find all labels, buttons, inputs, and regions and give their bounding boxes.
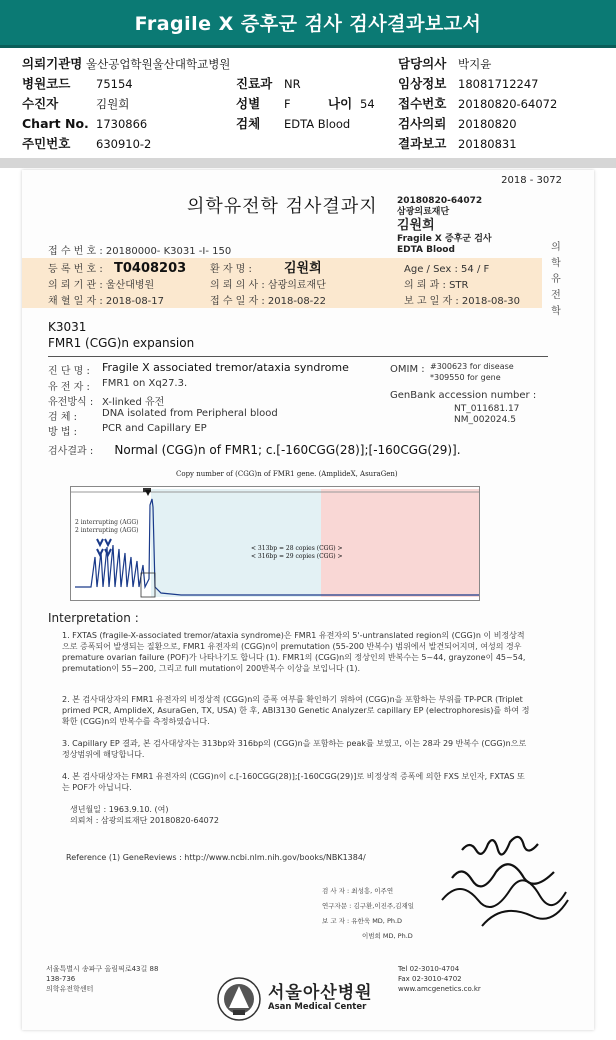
interrupt-label: 2 interrupting (AGG) <box>75 519 139 526</box>
report-date: 보 고 일 자 : 2018-08-30 <box>404 296 521 307</box>
summary-value: 울산공업학원울산대학교병원 <box>86 57 231 71</box>
stamp-line: 삼광의료재단 <box>397 207 450 217</box>
summary-value: 75154 <box>96 77 133 91</box>
summary-label: 진료과 <box>236 76 273 91</box>
asan-emblem-icon <box>216 976 262 1022</box>
logo-english: Asan Medical Center <box>268 1002 367 1012</box>
gene-label: 유 전 자 : <box>48 382 90 393</box>
address-line: 138-736 <box>46 975 76 983</box>
chart-caption: Copy number of (CGG)n of FMR1 gene. (AmplideX, AsuraGen) <box>176 470 398 478</box>
address-line: 의학유전학센터 <box>46 985 94 993</box>
summary-value: NR <box>284 77 301 91</box>
received-date: 접 수 일 자 : 2018-08-22 <box>210 296 327 307</box>
interpretation-paragraph: 1. FXTAS (fragile-X-associated tremor/ataxia syndrome)은 FMR1 유전자의 5'-untranslated region의 (CGG)n 이 비정상적으로 증폭되어 발생되는 질환으로, FMR1 유전자의 (CGG)n이 premutation (55-200 반복수) 범위에서 발견되어지며, 여성의 경우 premature ovarian failure (POF)가 나타나기도 합니다 (1). FMR1의 (CGG)n의 정상인의 반복수는 5~44, grayzone이 45~54, premutation이 55~200, 그리고 full mutation이 200반복수 이상을 보입니다 (1). <box>62 631 526 673</box>
institution-row <box>48 278 548 294</box>
patient-name: 김원희 <box>284 261 322 276</box>
side-char: 유 <box>551 274 561 285</box>
patient-label: 환 자 명 : <box>210 264 252 275</box>
stamp-line: Fragile X 증후군 검사 <box>397 234 492 244</box>
test-code: K3031 <box>48 320 87 334</box>
logo-korean: 서울아산병원 <box>268 983 373 1003</box>
section-divider <box>48 356 548 357</box>
address-line: 서울특별시 송파구 올림픽로43길 88 <box>46 965 159 973</box>
test-name: FMR1 (CGG)n expansion <box>48 336 195 350</box>
summary-value: F <box>284 97 291 111</box>
stamp-name: 김원희 <box>397 218 435 233</box>
birth-date: 생년월일 : 1963.9.10. (여) <box>70 805 169 814</box>
genbank-label: GenBank accession number : <box>390 390 537 401</box>
omim-disease: #300623 for disease <box>430 362 514 371</box>
specimen-value: DNA isolated from Peripheral blood <box>102 408 278 419</box>
inheritance-label: 유전방식 : <box>48 397 94 408</box>
signature-image <box>422 830 572 940</box>
collection-date: 채 혈 일 자 : 2018-08-17 <box>48 296 165 307</box>
inheritance-value: X-linked 유전 <box>102 397 165 408</box>
chart-frame <box>70 486 480 601</box>
reporter: 보 고 자 : 유한욱 MD, Ph.D <box>322 917 403 925</box>
summary-value: 20180820-64072 <box>458 97 558 111</box>
website: www.amcgenetics.co.kr <box>398 985 481 993</box>
summary-label: 성별 <box>236 96 261 111</box>
age-label: 나이 <box>328 96 353 111</box>
specimen-label: 검 체 : <box>48 412 78 423</box>
side-char: 학 <box>551 306 561 317</box>
department: 의 뢰 과 : STR <box>404 280 469 291</box>
copy-number-line: < 313bp = 28 copies (CGG) > <box>251 545 343 552</box>
summary-value: 630910-2 <box>96 137 152 151</box>
summary-label: 접수번호 <box>398 96 447 111</box>
side-char: 학 <box>551 258 561 269</box>
fax: Fax 02-3010-4702 <box>398 975 462 983</box>
diagnosis-text: Fragile X associated tremor/ataxia syndrome <box>102 361 349 374</box>
summary-value: 20180831 <box>458 137 517 151</box>
telephone: Tel 02-3010-4704 <box>398 965 460 973</box>
requester: 의뢰처 : 삼광의료재단 20180820-64072 <box>70 816 219 825</box>
reference: Reference (1) GeneReviews : http://www.ncbi.nlm.nih.gov/books/NBK1384/ <box>66 853 366 862</box>
summary-row <box>22 134 602 154</box>
summary-value: 김원희 <box>96 97 130 111</box>
result-label: 검사결과 : <box>48 446 94 457</box>
summary-label: 결과보고 <box>398 136 447 151</box>
summary-label: Chart No. <box>22 116 89 131</box>
result-line <box>48 442 461 457</box>
summary-row <box>22 54 602 74</box>
reg-number: T0408203 <box>114 261 187 276</box>
summary-row <box>22 114 602 134</box>
gene-value: FMR1 on Xq27.3. <box>102 378 188 389</box>
reg-label: 등 록 번 호 : <box>48 264 103 275</box>
copy-number-line: < 316bp = 29 copies (CGG) > <box>251 553 343 560</box>
interpretation-paragraph: 4. 본 검사대상자는 FMR1 유전자의 (CGG)n이 c.[-160CGG(28)];[-160CGG(29)]로 비정상적 증폭에 의한 FXS 보인자, FXTAS 또는 POF가 아닙니다. <box>62 772 525 792</box>
requesting-doctor: 의 뢰 의 사 : 삼광의료재단 <box>210 280 326 291</box>
summary-value: 1730866 <box>96 117 148 131</box>
summary-label: 검사의뢰 <box>398 116 447 131</box>
summary-label: 임상정보 <box>398 76 447 91</box>
signatories <box>322 884 414 944</box>
omim-label: OMIM : <box>390 364 425 375</box>
peak-trace <box>71 487 480 601</box>
side-char: 전 <box>551 290 561 301</box>
report-header <box>0 0 616 48</box>
divider-band <box>0 158 616 168</box>
patient-row <box>48 262 548 278</box>
age-value: 54 <box>360 97 375 111</box>
interpretation-paragraph: 2. 본 검사대상자의 FMR1 유전자의 비정상적 (CGG)n의 증폭 여부를 확인하기 위하여 (CGG)n을 포함하는 부위를 TP-PCR (Triplet primed PCR, AmplideX, AsuraGen, TX, USA) 한 후, ABI3130 Genetic Analyzer로 capillary EP (electrophoresis)를 하여 정확한 (CGG)n의 반복수를 측정하였습니다. <box>62 695 530 726</box>
stamp-line: 20180820-64072 <box>397 196 483 206</box>
stamp-line: EDTA Blood <box>397 245 455 255</box>
result-value: Normal (CGG)n of FMR1; c.[-160CGG(28)];[-160CGG(29)]. <box>114 443 461 457</box>
dates-row <box>48 294 548 310</box>
tester: 검 사 자 : 최성흥, 이주연 <box>322 887 394 895</box>
summary-value: 18081712247 <box>458 77 539 91</box>
document-number: 2018 - 3072 <box>501 175 562 186</box>
copy-numbers <box>251 545 343 561</box>
summary-value: 20180820 <box>458 117 517 131</box>
method-value: PCR and Capillary EP <box>102 423 207 434</box>
specimen-stamp <box>397 196 537 256</box>
footer-contact <box>398 964 481 994</box>
document-title: 의학유전학 검사결과지 <box>187 196 378 217</box>
side-vertical-text <box>549 240 563 320</box>
interrupt-label: 2 interrupting (AGG) <box>75 527 139 534</box>
genbank-nm: NM_002024.5 <box>454 415 516 425</box>
summary-label: 주민번호 <box>22 136 71 151</box>
side-char: 의 <box>551 242 561 253</box>
institution: 의 뢰 기 관 : 울산대병원 <box>48 280 155 291</box>
scanned-report <box>22 170 594 1030</box>
summary-label: 수진자 <box>22 96 59 111</box>
electropherogram <box>70 470 480 605</box>
omim-gene: *309550 for gene <box>430 373 501 382</box>
summary-row <box>22 74 602 94</box>
summary-label: 의뢰기관명 <box>22 56 83 71</box>
interpretation-paragraph: 3. Capillary EP 결과, 본 검사대상자는 313bp와 316bp의 (CGG)n을 포함하는 peak를 보였고, 이는 28과 29 반복수 (CGG)n으로 정상범위에 해당합니다. <box>62 739 527 759</box>
summary-value: EDTA Blood <box>284 117 351 131</box>
summary-label: 병원코드 <box>22 76 71 91</box>
method-label: 방 법 : <box>48 427 78 438</box>
diagnosis-value <box>102 361 349 374</box>
reporter-2: 이범희 MD, Ph.D <box>362 932 413 940</box>
age-sex: Age / Sex : 54 / F <box>404 264 490 275</box>
interpretation-title: Interpretation : <box>48 611 139 625</box>
report-title: Fragile X 증후군 검사 검사결과보고서 <box>134 13 482 35</box>
receipt-number: 접 수 번 호 : 20180000- K3031 -I- 150 <box>48 246 232 257</box>
research-advisors: 연구자문 : 김구환,이진주,김재일 <box>322 902 415 910</box>
summary-label: 검체 <box>236 116 261 131</box>
genbank-nt: NT_011681.17 <box>454 404 520 414</box>
summary-block <box>22 54 602 154</box>
hospital-logo <box>216 976 401 1022</box>
footer-address <box>46 964 158 994</box>
summary-label: 담당의사 <box>398 56 447 71</box>
diagnosis-label: 진 단 명 : <box>48 366 90 377</box>
summary-value: 박지윤 <box>458 57 492 71</box>
summary-row <box>22 94 602 114</box>
